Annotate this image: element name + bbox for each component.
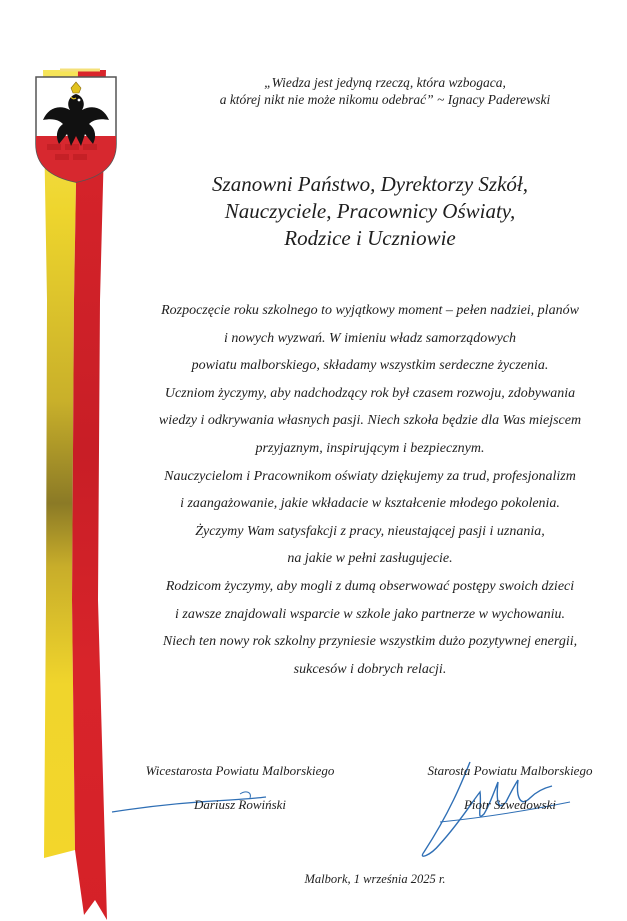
quote-line-2: a której nikt nie może nikomu odebrać” ~ Ignacy Paderewski [219, 92, 551, 107]
body-line: sukcesów i dobrych relacji. [293, 661, 447, 677]
heading-line-3: Rodzice i Uczniowie [284, 226, 456, 250]
quote-line-1: „Wiedza jest jedyną rzeczą, która wzbogaca, [264, 75, 506, 90]
left-signatory-name: Dariusz Rowiński [193, 797, 287, 812]
heading-line-1: Szanowni Państwo, Dyrektorzy Szkół, [212, 172, 528, 196]
left-signatory-title: Wicestarosta Powiatu Malborskiego [145, 763, 335, 778]
body-line: Rozpoczęcie roku szkolnego to wyjątkowy moment – pełen nadziei, planów [161, 303, 579, 318]
right-signatory-name: Piotr Szwedowski [463, 797, 557, 812]
body-line: Niech ten nowy rok szkolny przyniesie wszystkim dużo pozytywnej energii, [162, 634, 578, 650]
coat-of-arms-icon [33, 74, 119, 184]
body-line: i zawsze znajdowali wsparcie w szkole jako partnerze w wychowaniu. [175, 606, 565, 622]
left-signature-block [120, 763, 360, 813]
body-line: i zaangażowanie, jakie wkładacie w kształcenie młodego pokolenia. [180, 496, 560, 512]
place-and-date: Malbork, 1 września 2025 r. [304, 872, 446, 886]
heading-line-2: Nauczyciele, Pracownicy Oświaty, [224, 199, 516, 223]
body-line: Rodzicom życzymy, aby mogli z dumą obserwować postępy swoich dzieci [165, 578, 575, 594]
body-line: przyjaznym, inspirującym i bezpiecznym. [255, 440, 485, 456]
epigraph-quote [150, 74, 620, 108]
body-line: Nauczycielom i Pracownikom oświaty dziękujemy za trud, profesjonalizm [164, 468, 576, 484]
letter-body [130, 297, 610, 683]
body-line: i nowych wyzwań. W imieniu władz samorządowych [223, 330, 517, 346]
body-line: na jakie w pełni zasługujecie. [287, 551, 453, 567]
right-signature-block [395, 763, 625, 813]
body-line: wiedzy i odkrywania własnych pasji. Niech szkoła będzie dla Was miejscem [158, 413, 582, 429]
body-line: powiatu malborskiego, składamy wszystkim serdeczne życzenia. [191, 358, 549, 374]
right-signatory-title: Starosta Powiatu Malborskiego [427, 763, 593, 778]
body-line: Życzymy Wam satysfakcji z pracy, nieustającej pasji i uznania, [195, 523, 545, 539]
greeting-heading [150, 171, 590, 252]
body-line: Uczniom życzymy, aby nadchodzący rok był czasem rozwoju, zdobywania [164, 385, 576, 401]
